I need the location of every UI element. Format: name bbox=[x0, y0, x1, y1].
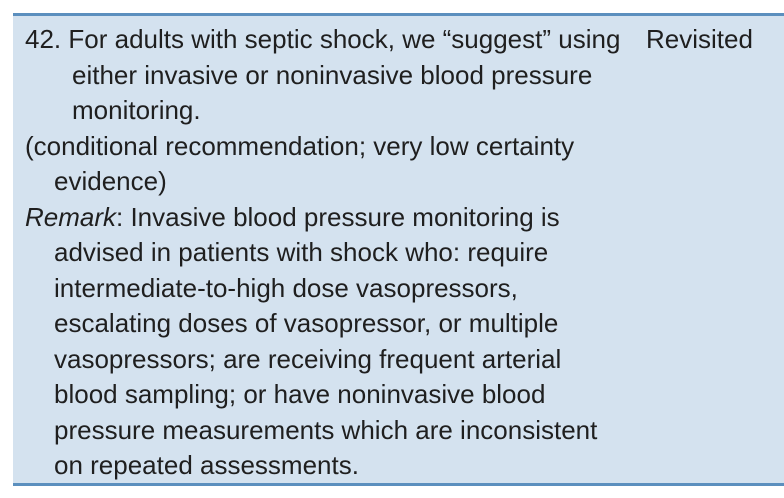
recommendation-remark bbox=[25, 200, 625, 484]
recommendation-status: Revisited bbox=[646, 24, 753, 54]
recommendation-number: 42. bbox=[25, 24, 62, 54]
remark-label: Remark bbox=[25, 201, 117, 232]
recommendation-panel bbox=[13, 13, 784, 486]
remark-text: : Invasive blood pressure monitoring is advised in patients with shock who: require intermediate-to-high dose vasopressors, escalating doses of vasopressor, or multiple vasopressors; are receiving frequent arterial blood sampling; or have noninvasive blood pressure measurements which are inconsistent on repeated assessments. bbox=[54, 201, 598, 480]
recommendation-content bbox=[25, 22, 625, 484]
recommendation-grade: (conditional recommendation; very low certainty evidence) bbox=[25, 130, 575, 196]
recommendation-statement bbox=[25, 22, 625, 129]
recommendation-text: For adults with septic shock, we “suggest” using either invasive or noninvasive blood pressure monitoring. bbox=[68, 24, 621, 125]
